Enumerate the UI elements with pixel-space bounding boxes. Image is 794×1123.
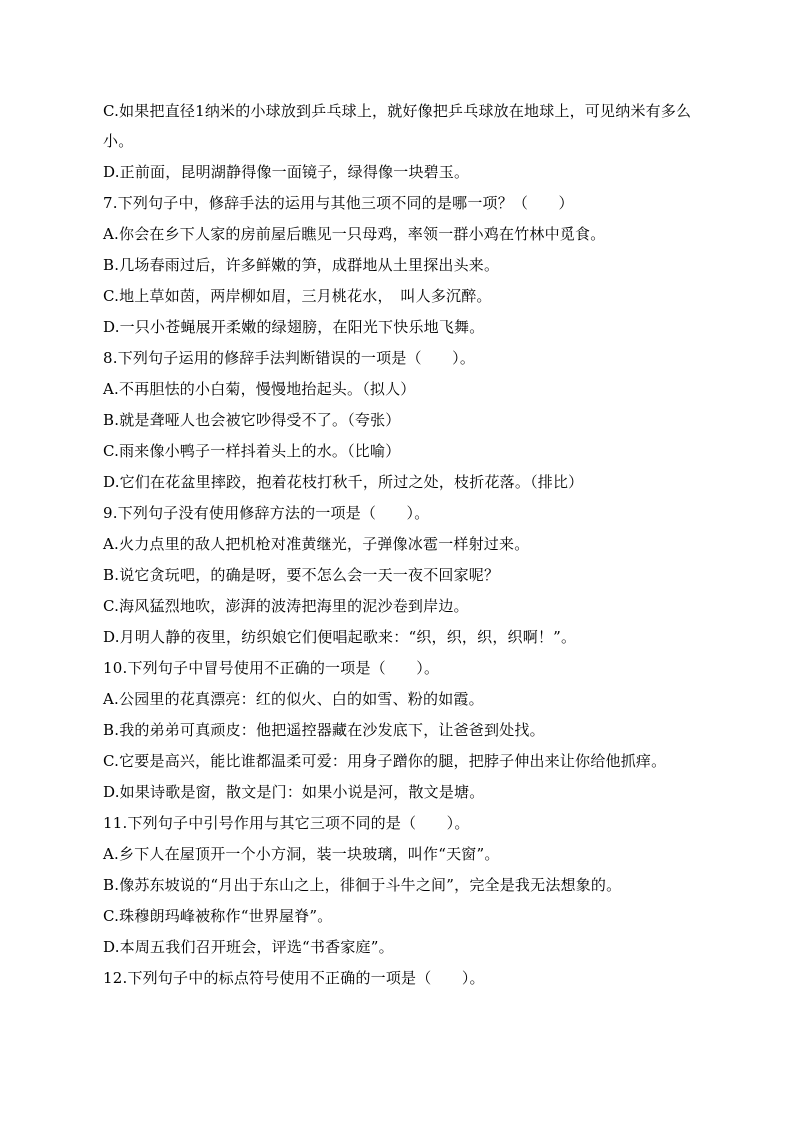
text-line: D.月明人静的夜里，纺织娘它们便唱起歌来：“织，织，织，织啊！”。 xyxy=(103,628,577,646)
question-10: 10.下列句子中冒号使用不正确的一项是（ ）。 xyxy=(103,659,440,677)
question-7: 7.下列句子中，修辞手法的运用与其他三项不同的是哪一项？（ ） xyxy=(103,194,574,212)
text-line: D.一只小苍蝇展开柔嫩的绿翅膀，在阳光下快乐地飞舞。 xyxy=(103,318,485,336)
text-line: D.它们在花盆里摔跤，抱着花枝打秋千，所过之处，枝折花落。（排比） xyxy=(103,473,584,491)
text-line: C.海风猛烈地吹，澎湃的波涛把海里的泥沙卷到岸边。 xyxy=(103,597,469,615)
text-line: C.雨来像小鸭子一样抖着头上的水。（比喻） xyxy=(103,442,401,460)
text-line: A.火力点里的敌人把机枪对准黄继光，子弹像冰雹一样射过来。 xyxy=(103,535,530,553)
text-line: D.正前面，昆明湖静得像一面镜子，绿得像一块碧玉。 xyxy=(103,163,470,181)
text-line: A.乡下人在屋顶开一个小方洞，装一块玻璃，叫作“天窗”。 xyxy=(103,845,500,863)
text-line: C.地上草如茵，两岸柳如眉，三月桃花水， 叫人多沉醉。 xyxy=(103,287,492,305)
text-line: C.珠穆朗玛峰被称作“世界屋脊”。 xyxy=(103,907,333,925)
text-line: A.不再胆怯的小白菊，慢慢地抬起头。（拟人） xyxy=(103,380,416,398)
question-8: 8.下列句子运用的修辞手法判断错误的一项是（ ）。 xyxy=(103,349,476,367)
text-line: D.本周五我们召开班会，评选“书香家庭”。 xyxy=(103,938,394,956)
text-line: B.就是聋哑人也会被它吵得受不了。（夸张） xyxy=(103,411,401,429)
question-12: 12.下列句子中的标点符号使用不正确的一项是（ ）。 xyxy=(103,969,485,987)
question-11: 11.下列句子中引号作用与其它三项不同的是（ ）。 xyxy=(103,814,470,832)
text-line: B.像苏东坡说的“月出于东山之上，徘徊于斗牛之间”，完全是我无法想象的。 xyxy=(103,876,622,894)
text-line: C.它要是高兴，能比谁都温柔可爱：用身子蹭你的腿，把脖子伸出来让你给他抓痒。 xyxy=(103,752,667,770)
text-line: C.如果把直径1纳米的小球放到乒乓球上，就好像把乒乓球放在地球上，可见纳米有多么 xyxy=(103,102,692,120)
text-line: A.你会在乡下人家的房前屋后瞧见一只母鸡，率领一群小鸡在竹林中觅食。 xyxy=(103,225,606,243)
text-line: D.如果诗歌是窗，散文是门：如果小说是河，散文是塘。 xyxy=(103,783,485,801)
question-9: 9.下列句子没有使用修辞方法的一项是（ ）。 xyxy=(103,504,430,522)
text-line: B.说它贪玩吧，的确是呀，要不怎么会一天一夜不回家呢？ xyxy=(103,566,500,584)
text-line: 小。 xyxy=(103,132,134,150)
text-line: B.我的弟弟可真顽皮：他把遥控器藏在沙发底下，让爸爸到处找。 xyxy=(103,721,545,739)
text-line: B.几场春雨过后，许多鲜嫩的笋，成群地从土里探出头来。 xyxy=(103,256,500,274)
text-line: A.公园里的花真漂亮：红的似火、白的如雪、粉的如霞。 xyxy=(103,690,484,708)
